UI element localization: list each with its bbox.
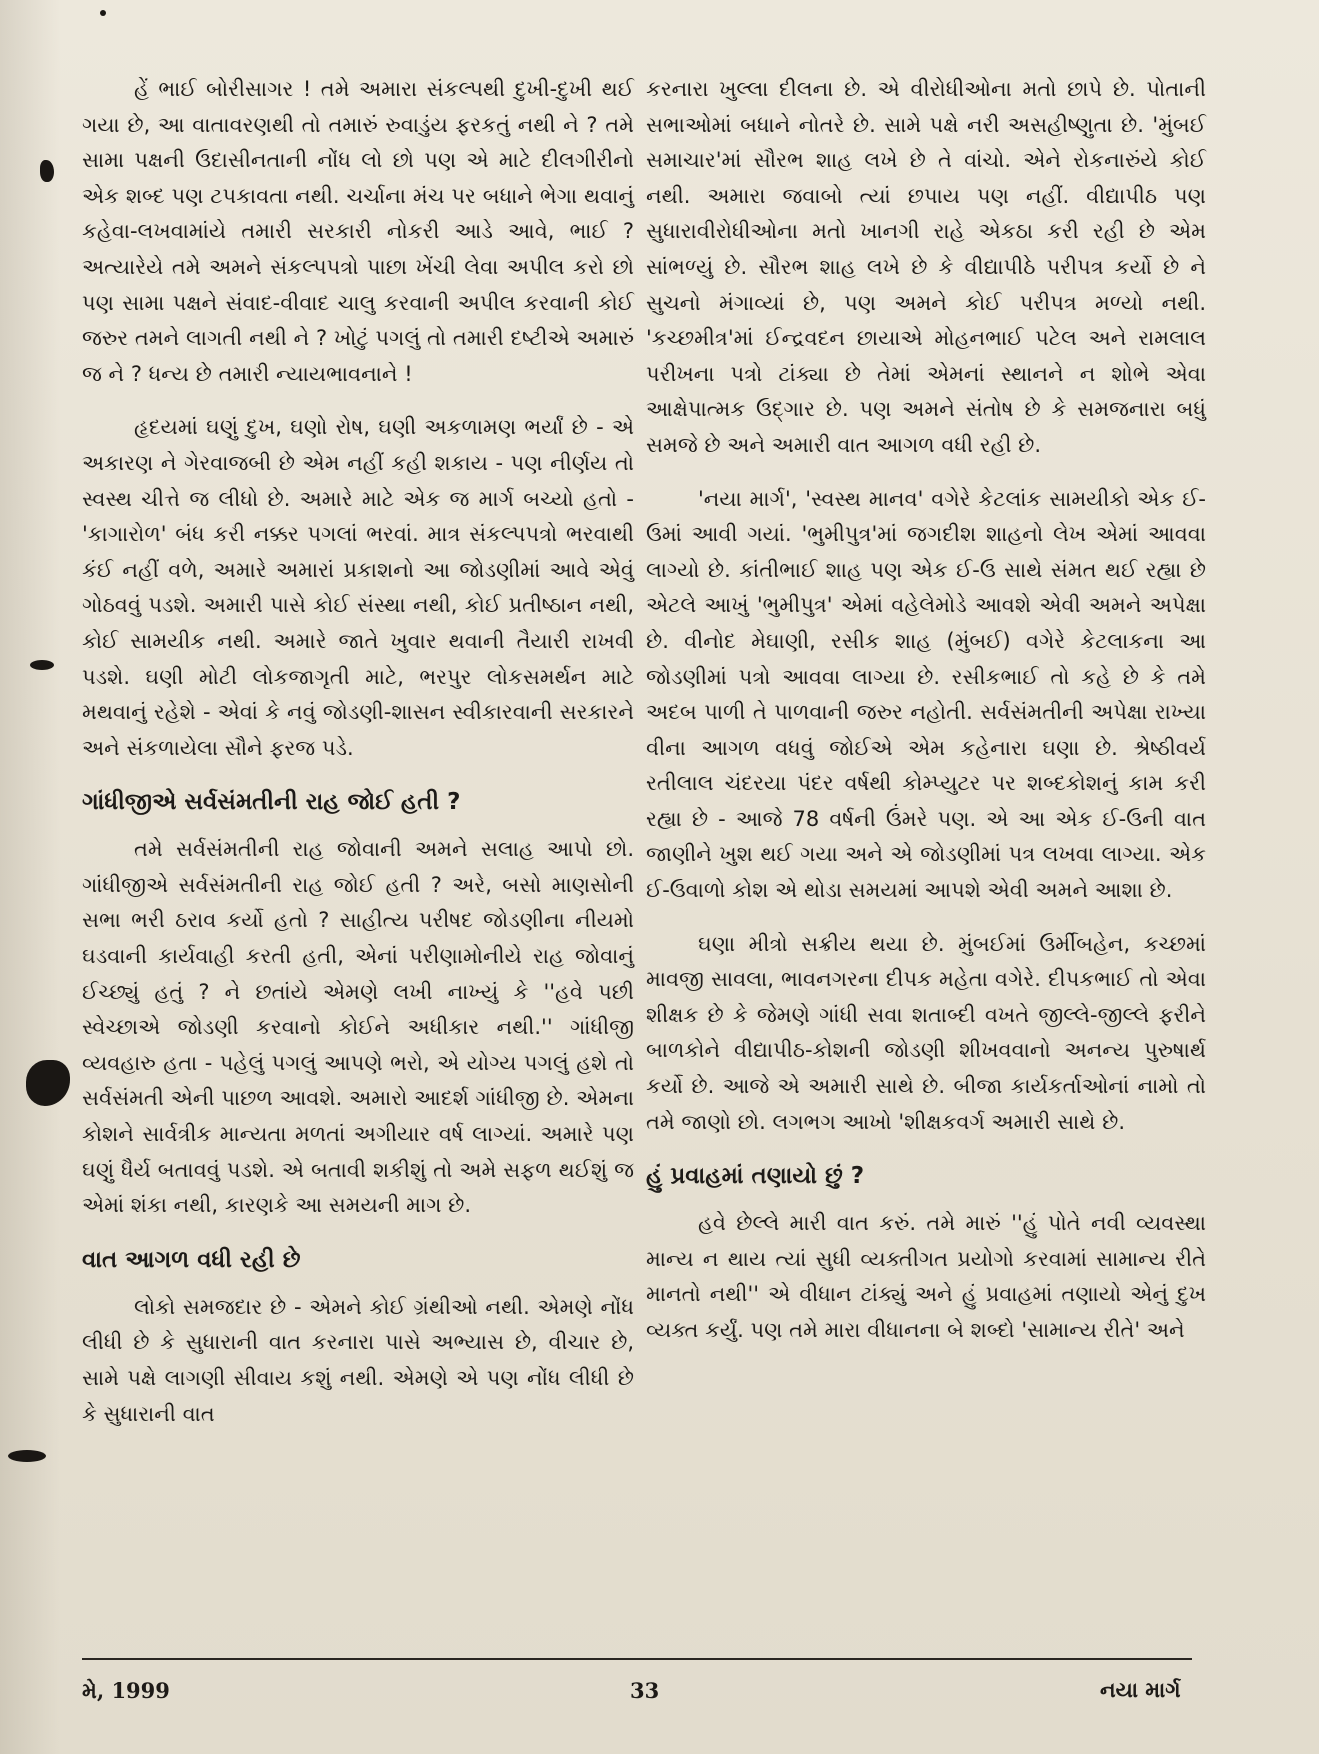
right-paragraph-2: 'નયા માર્ગ', 'સ્વસ્થ માનવ' વગેરે કેટલાંક સામયીકો એક ઈ-ઉમાં આવી ગયાં. 'ભુમીપુત્ર'માં જગદીશ શાહનો લેખ એમાં આવવા લાગ્યો છે. કાંતીભાઈ શાહ પણ એક ઈ-ઉ સાથે સંમત થઈ રહ્યા છે એટલે આખું 'ભુમીપુત્ર' એમાં વહેલેમોડે આવશે એવી અમને અપેક્ષા છે. વીનોદ મેઘાણી, રસીક શાહ (મુંબઈ) વગેરે કેટલાકના આ જોડણીમાં પત્રો આવવા લાગ્યા છે. રસીકભાઈ તો કહે છે કે તમે અદબ પાળી તે પાળવાની જરુર નહોતી. સર્વસંમતીની અપેક્ષા રાખ્યા વીના આગળ વધવું જોઈએ એમ કહેનારા ઘણા છે. શ્રેષ્ઠીવર્ય રતીલાલ ચંદરયા પંદર વર્ષથી કોમ્પ્યુટર પર શબ્દકોશનું કામ કરી રહ્યા છે - આજે 78 વર્ષની ઉંમરે પણ. એ આ એક ઈ-ઉની વાત જાણીને ખુશ થઈ ગયા અને એ જોડણીમાં પત્ર લખવા લાગ્યા. એક ઈ-ઉવાળો કોશ એ થોડા સમયમાં આપશે એવી અમને આશા છે. bbox=[646, 486, 1206, 903]
right-column bbox=[646, 72, 1206, 1367]
right-heading-1: હું પ્રવાહમાં તણાયો છું ? bbox=[646, 1163, 865, 1190]
footer-rule bbox=[82, 1658, 1192, 1660]
left-paragraph-1: હેં ભાઈ બોરીસાગર ! તમે અમારા સંકલ્પથી દુખી-દુખી થઈ ગયા છે, આ વાતાવરણથી તો તમારું રુવાડુંય ફરકતું નથી ને ? તમે સામા પક્ષની ઉદાસીનતાની નોંધ લો છો પણ એ માટે દીલગીરીનો એક શબ્દ પણ ટપકાવતા નથી. ચર્ચાના મંચ પર બધાને ભેગા થવાનું કહેવા-લખવામાંયે તમારી સરકારી નોકરી આડે આવે, ભાઈ ? અત્યારેયે તમે અમને સંકલ્પપત્રો પાછા ખેંચી લેવા અપીલ કરો છો પણ સામા પક્ષને સંવાદ-વીવાદ ચાલુ કરવાની અપીલ કરવાની કોઈ જરુર તમને લાગતી નથી ને ? ખોટું પગલું તો તમારી દષ્ટીએ અમારું જ ને ? ધન્ય છે તમારી ન્યાયભાવનાને ! bbox=[82, 77, 634, 386]
left-paragraph-4: લોકો સમજદાર છે - એમને કોઈ ગ્રંથીઓ નથી. એમણે નોંધ લીધી છે કે સુધારાની વાત કરનારા પાસે અભ્યાસ છે, વીચાર છે, સામે પક્ષે લાગણી સીવાય કશું નથી. એમણે એ પણ નોંધ લીધી છે કે સુધારાની વાત bbox=[82, 1294, 634, 1426]
left-paragraph-3: તમે સર્વસંમતીની રાહ જોવાની અમને સલાહ આપો છો. ગાંધીજીએ સર્વસંમતીની રાહ જોઈ હતી ? અરે, બસો માણસોની સભા ભરી ઠરાવ કર્યો હતો ? સાહીત્ય પરીષદ જોડણીના નીયમો ઘડવાની કાર્યવાહી કરતી હતી, એનાં પરીણામોનીયે રાહ જોવાનું ઈચ્છ્યું હતું ? ને છતાંયે એમણે લખી નાખ્યું કે ''હવે પછી સ્વેચ્છાએ જોડણી કરવાનો કોઈને અધીકાર નથી.'' ગાંધીજી વ્યવહારુ હતા - પહેલું પગલું આપણે ભરો, એ યોગ્ય પગલું હશે તો સર્વસંમતી એની પાછળ આવશે. અમારો આદર્શ ગાંધીજી છે. એમના કોશને સાર્વત્રીક માન્યતા મળતાં અગીયાર વર્ષ લાગ્યાં. અમારે પણ ઘણું ધૈર્ય બતાવવું પડશે. એ બતાવી શકીશું તો અમે સફળ થઈશું જ એમાં શંકા નથી, કારણકે આ સમયની માગ છે. bbox=[82, 837, 634, 1218]
right-paragraph-3: ઘણા મીત્રો સક્રીય થયા છે. મુંબઈમાં ઉર્મીબહેન, કચ્છમાં માવજી સાવલા, ભાવનગરના દીપક મહેતા વગેરે. દીપકભાઈ તો એવા શીક્ષક છે કે જેમણે ગાંધી સવા શતાબ્દી વખતે જીલ્લે-જીલ્લે ફરીને બાળકોને વીદ્યાપીઠ-કોશની જોડણી શીખવવાનો અનન્ય પુરુષાર્થ કર્યો છે. આજે એ અમારી સાથે છે. બીજા કાર્યકર્તાઓનાં નામો તો તમે જાણો છો. લગભગ આખો 'શીક્ષકવર્ગ અમારી સાથે છે. bbox=[646, 931, 1206, 1134]
right-paragraph-4: હવે છેલ્લે મારી વાત કરું. તમે મારું ''હું પોતે નવી વ્યવસ્થા માન્ય ન થાય ત્યાં સુધી વ્યક્તીગત પ્રયોગો કરવામાં સામાન્ય રીતે માનતો નથી'' એ વીધાન ટાંક્યું અને હું પ્રવાહમાં તણાયો એનું દુખ વ્યક્ત કર્યું. પણ તમે મારા વીધાનના બે શબ્દો 'સામાન્ય રીતે' અને bbox=[646, 1211, 1206, 1342]
scan-mark bbox=[40, 160, 54, 182]
page-number: 33 bbox=[630, 1678, 660, 1703]
publication-name: નયા માર્ગ bbox=[1100, 1678, 1181, 1702]
scan-mark bbox=[26, 1060, 70, 1106]
scan-dot bbox=[100, 10, 106, 16]
scan-mark bbox=[30, 660, 54, 670]
scan-mark bbox=[8, 1450, 46, 1462]
left-column bbox=[82, 72, 634, 1450]
footer-date: મે, 1999 bbox=[82, 1678, 170, 1703]
right-paragraph-1: કરનારા ખુલ્લા દીલના છે. એ વીરોધીઓના મતો છાપે છે. પોતાની સભાઓમાં બધાને નોતરે છે. સામે પક્ષે નરી અસહીષ્ણુતા છે. 'મુંબઈ સમાચાર'માં સૌરભ શાહ લખે છે તે વાંચો. એને રોકનારુંયે કોઈ નથી. અમારા જવાબો ત્યાં છપાય પણ નહીં. વીદ્યાપીઠ પણ સુધારાવીરોધીઓના મતો ખાનગી રાહે એકઠા કરી રહી છે એમ સાંભળ્યું છે. સૌરભ શાહ લખે છે કે વીદ્યાપીઠે પરીપત્ર કર્યો છે ને સુચનો મંગાવ્યાં છે, પણ અમને કોઈ પરીપત્ર મળ્યો નથી. 'કચ્છમીત્ર'માં ઈન્દ્રવદન છાયાએ મોહનભાઈ પટેલ અને રામલાલ પરીખના પત્રો ટાંક્યા છે તેમાં એમનાં સ્થાનને ન શોભે એવા આક્ષેપાત્મક ઉદ્ગાર છે. પણ અમને સંતોષ છે કે સમજનારા બધું સમજે છે અને અમારી વાત આગળ વધી રહી છે. bbox=[646, 77, 1206, 457]
left-heading-1: ગાંધીજીએ સર્વસંમતીની રાહ જોઈ હતી ? bbox=[82, 789, 461, 816]
left-heading-2: વાત આગળ વધી રહી છે bbox=[82, 1246, 301, 1273]
page-edge-shadow bbox=[0, 0, 60, 1754]
left-paragraph-2: હૃદયમાં ઘણું દુખ, ઘણો રોષ, ઘણી અકળામણ ભર્યાં છે - એ અકારણ ને ગેરવાજબી છે એમ નહીં કહી શકાય - પણ નીર્ણય તો સ્વસ્થ ચીત્તે જ લીધો છે. અમારે માટે એક જ માર્ગ બચ્યો હતો - 'કાગારોળ' બંધ કરી નક્કર પગલાં ભરવાં. માત્ર સંકલ્પપત્રો ભરવાથી કંઈ નહીં વળે, અમારે અમારાં પ્રકાશનો આ જોડણીમાં આવે એવું ગોઠવવું પડશે. અમારી પાસે કોઈ સંસ્થા નથી, કોઈ પ્રતીષ્ઠાન નથી, કોઈ સામયીક નથી. અમારે જાતે ખુવાર થવાની તૈયારી રાખવી પડશે. ઘણી મોટી લોકજાગૃતી માટે, ભરપુર લોકસમર્થન માટે મથવાનું રહેશે - એવાં કે નવું જોડણી-શાસન સ્વીકારવાની સરકારને અને સંકળાયેલા સૌને ફરજ પડે. bbox=[82, 415, 634, 760]
